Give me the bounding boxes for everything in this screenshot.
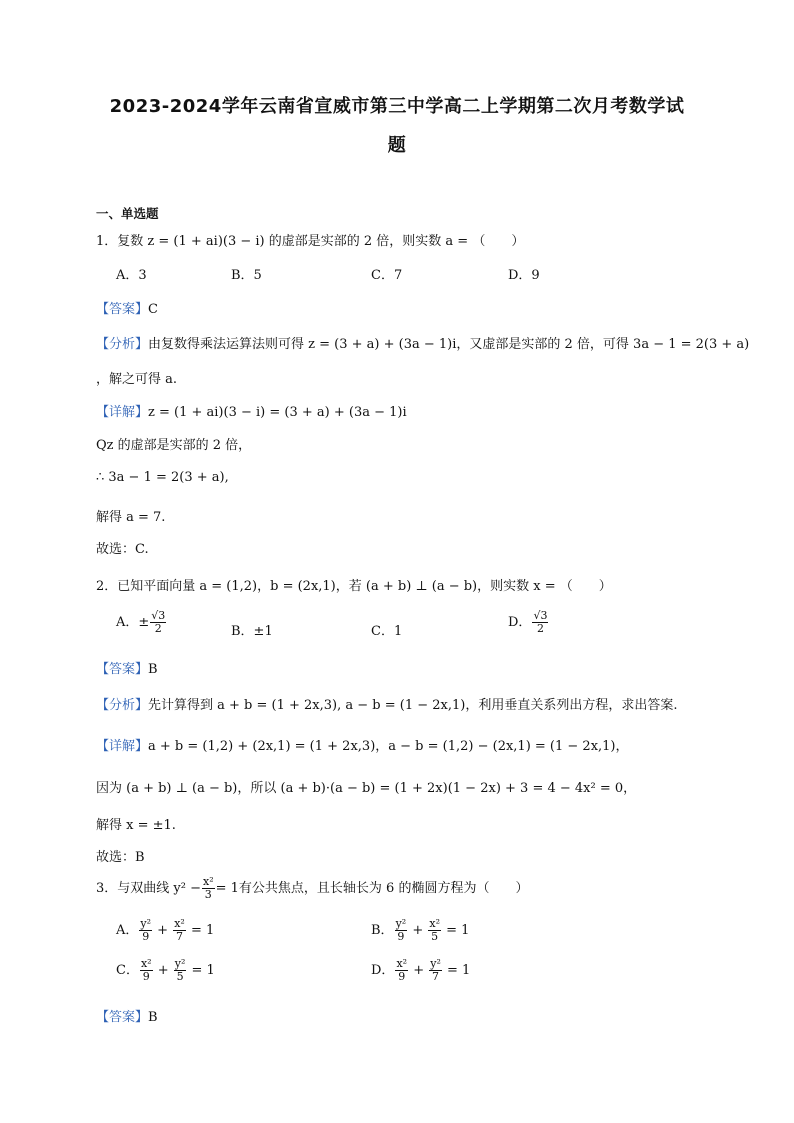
numerator: x² xyxy=(140,957,152,970)
answer-tag: 【答案】 xyxy=(96,662,149,677)
answer-tag: 【答案】 xyxy=(96,1010,149,1025)
analysis-tag: 【分析】 xyxy=(96,698,149,713)
q2-analysis-text: 先计算得到 a + b = (1 + 2x,3), a − b = (1 − 2x,1)，利用垂直关系列出方程，求出答案. xyxy=(148,698,678,713)
denominator: 9 xyxy=(142,970,150,983)
q3-option-c: C． $\frac{\text{x²}}{9}$ + $\frac{\text{y²}}{5}$ = 1 xyxy=(116,957,215,983)
q2-option-a-fraction xyxy=(150,610,166,635)
q3-stem-fraction xyxy=(202,876,215,901)
detail-tag: 【详解】 xyxy=(96,405,149,420)
q3-option-b-frac-2 xyxy=(428,918,441,943)
q1-analysis-line-1 xyxy=(96,333,749,352)
q1-analysis-text: 由复数得乘法运算法则可得 z = (3 + a) + (3a − 1)i，又虚部是实部的 2 倍，可得 3a − 1 = 2(3 + a) xyxy=(148,337,750,352)
q3-option-b-tail: = 1 xyxy=(446,923,470,938)
denominator: 9 xyxy=(398,970,406,983)
q2-option-c: C．1 xyxy=(371,624,403,639)
q3-option-c-frac-2 xyxy=(174,958,187,983)
numerator: x² xyxy=(429,917,440,930)
q2-detail-line-4: 故选：B xyxy=(96,850,145,865)
q3-option-c-tail: = 1 xyxy=(191,963,215,978)
denominator: 5 xyxy=(431,930,439,943)
q2-option-d-fraction xyxy=(532,610,548,635)
q3-option-d-tail: = 1 xyxy=(447,963,471,978)
q1-answer: C xyxy=(148,302,158,317)
q3-option-b-frac-1 xyxy=(395,918,408,943)
q1-stem: 1．复数 z = (1 + ai)(3 − i) 的虚部是实部的 2 倍，则实数 a = （ ） xyxy=(96,234,525,249)
q1-option-b: B．5 xyxy=(231,268,262,283)
q3-option-a-label: A． xyxy=(116,923,139,938)
detail-tag: 【详解】 xyxy=(96,739,149,754)
section-heading: 一、单选题 xyxy=(96,206,159,221)
q2-detail-line-2: 因为 (a + b) ⊥ (a − b)，所以 (a + b)·(a − b) = (1 + 2x)(1 − 2x) + 3 = 4 − 4x² = 0， xyxy=(96,781,637,796)
q3-answer-line xyxy=(96,1006,158,1025)
q3-stem-numerator: x² xyxy=(202,875,214,888)
q2-option-d-numerator: √3 xyxy=(533,609,548,622)
denominator: 9 xyxy=(397,930,405,943)
q3-option-d-label: D． xyxy=(371,963,395,978)
q3-stem-prefix: 3．与双曲线 y² − xyxy=(96,881,201,896)
numerator: x² xyxy=(396,957,408,970)
numerator: y² xyxy=(140,917,152,930)
denominator: 5 xyxy=(176,970,184,983)
q2-option-a-prefix: A．± xyxy=(116,615,150,630)
numerator: y² xyxy=(430,957,441,970)
document-title-line-2: 题 xyxy=(387,135,407,156)
q1-detail-line-4: 解得 a = 7. xyxy=(96,510,166,525)
q1-option-a: A．3 xyxy=(116,268,147,283)
q2-option-a-numerator: √3 xyxy=(151,609,166,622)
q2-option-a xyxy=(116,610,167,635)
q2-answer: B xyxy=(148,662,158,677)
q3-option-a-frac-2 xyxy=(173,918,186,943)
q2-detail-text: a + b = (1,2) + (2x,1) = (1 + 2x,3)，a − b = (1,2) − (2x,1) = (1 − 2x,1)， xyxy=(148,739,629,754)
q1-detail-line-3: ∴ 3a − 1 = 2(3 + a), xyxy=(96,470,229,485)
q1-detail-line-1 xyxy=(96,401,407,420)
q1-detail-text: z = (1 + ai)(3 − i) = (3 + a) + (3a − 1)i xyxy=(148,405,407,420)
q3-option-c-label: C． xyxy=(116,963,139,978)
q3-stem-denominator: 3 xyxy=(204,888,212,901)
q1-detail-line-2: Qz 的虚部是实部的 2 倍， xyxy=(96,438,252,453)
denominator: 9 xyxy=(142,930,150,943)
q1-option-c: C．7 xyxy=(371,268,403,283)
q2-option-b: B．±1 xyxy=(231,624,273,639)
q3-option-a-tail: = 1 xyxy=(190,923,215,938)
q3-option-a-frac-1 xyxy=(139,918,152,943)
q3-option-a: A． $\frac{\text{y²}}{9}$ + $\frac{\text{x²}}{7}$ = 1 xyxy=(116,917,215,943)
q2-option-d-prefix: D． xyxy=(508,615,532,630)
numerator: y² xyxy=(395,917,407,930)
denominator: 7 xyxy=(176,930,183,943)
q2-option-d xyxy=(508,610,549,635)
q1-answer-line xyxy=(96,298,158,317)
q3-answer: B xyxy=(148,1010,158,1025)
q2-option-a-denominator: 2 xyxy=(154,622,162,635)
q3-stem xyxy=(96,876,528,901)
numerator: y² xyxy=(174,957,186,970)
document-title-line-1: 2023-2024学年云南省宣威市第三中学高二上学期第二次月考数学试 xyxy=(109,96,685,117)
q3-stem-suffix: = 1有公共焦点，且长轴长为 6 的椭圆方程为（ ） xyxy=(215,881,529,896)
q1-detail-line-5: 故选：C. xyxy=(96,542,149,557)
q3-option-b-label: B． xyxy=(371,923,394,938)
q1-option-d: D．9 xyxy=(508,268,540,283)
q3-option-d-frac-1 xyxy=(395,958,408,983)
q2-analysis-line xyxy=(96,694,677,713)
q3-option-d: D． $\frac{\text{x²}}{9}$ + $\frac{\text{y²}}{7}$ = 1 xyxy=(371,957,471,983)
q3-option-d-frac-2 xyxy=(429,958,442,983)
q2-stem: 2．已知平面向量 a = (1,2)，b = (2x,1)，若 (a + b) ⊥ (a − b)，则实数 x = （ ） xyxy=(96,579,612,594)
denominator: 7 xyxy=(432,970,440,983)
q2-detail-line-1 xyxy=(96,735,629,754)
numerator: x² xyxy=(174,917,185,930)
q2-answer-line xyxy=(96,658,158,677)
answer-tag: 【答案】 xyxy=(96,302,149,317)
q2-option-d-denominator: 2 xyxy=(536,622,544,635)
q2-detail-line-3: 解得 x = ±1. xyxy=(96,818,176,833)
q1-analysis-line-2: ，解之可得 a. xyxy=(96,372,178,387)
q3-option-c-frac-1 xyxy=(140,958,153,983)
q3-option-b: B． $\frac{\text{y²}}{9}$ + $\frac{\text{x²}}{5}$ = 1 xyxy=(371,917,470,943)
analysis-tag: 【分析】 xyxy=(96,337,149,352)
